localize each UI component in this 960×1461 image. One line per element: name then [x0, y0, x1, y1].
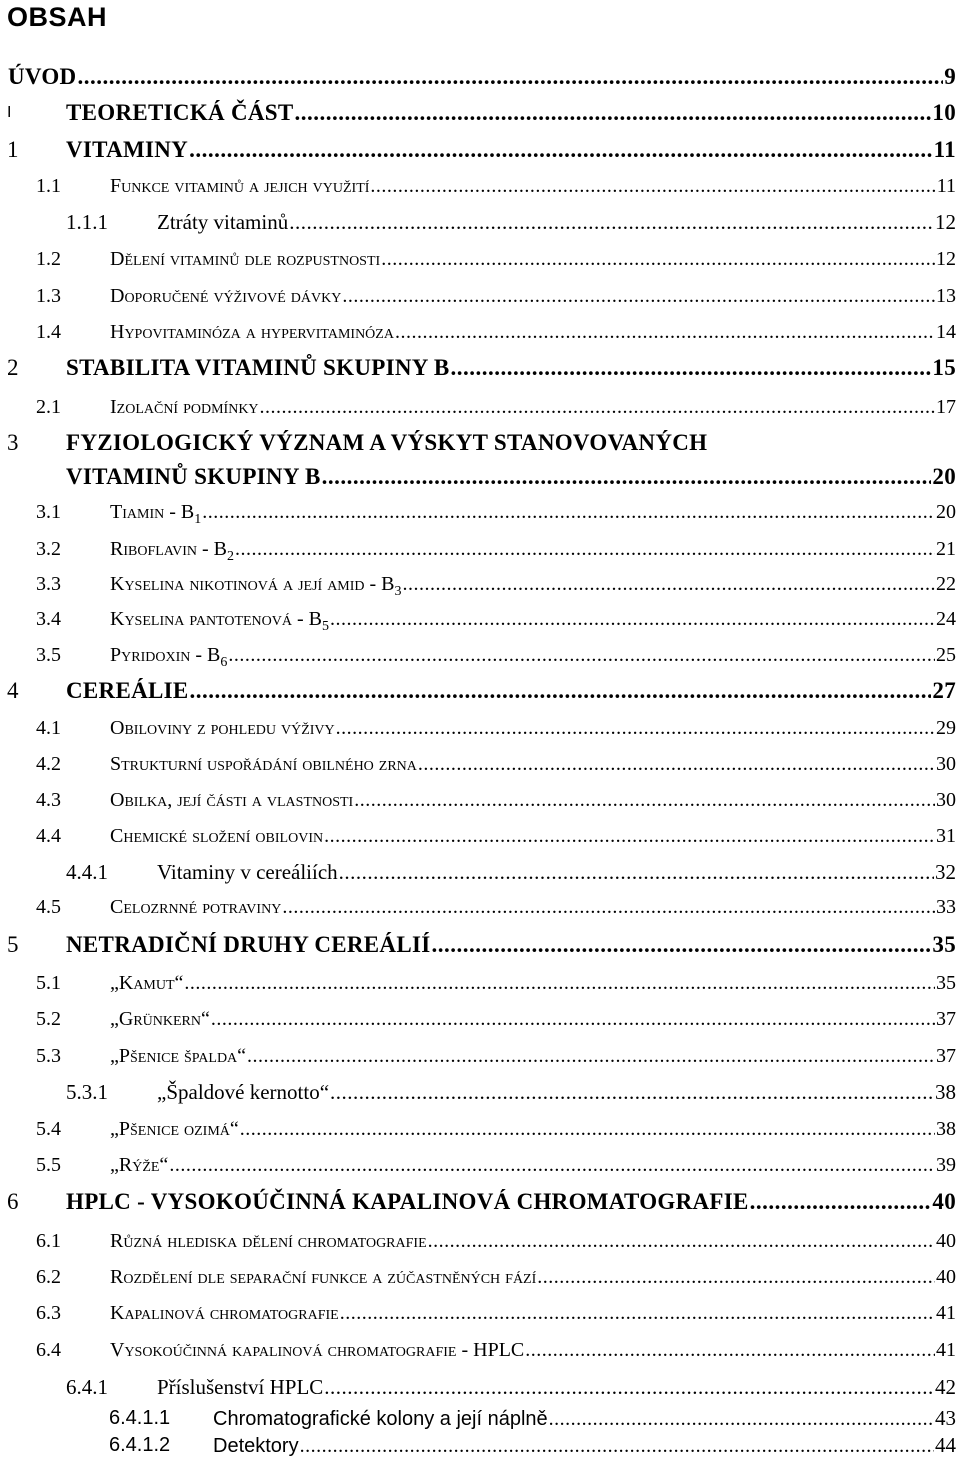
entry-number: 5.5 — [36, 1154, 61, 1176]
entry-title — [66, 353, 450, 383]
entry-title-text: Příslušenství HPLC — [157, 1375, 324, 1399]
page-number: 42 — [935, 1375, 956, 1399]
dot-leader — [525, 1336, 935, 1364]
entry-title — [8, 62, 76, 92]
page-number: 13 — [936, 285, 956, 307]
entry-number: 6 — [7, 1189, 19, 1214]
entry-title — [110, 535, 234, 571]
dot-leader — [381, 245, 935, 273]
toc-entry[interactable] — [0, 245, 956, 273]
entry-title-text: Hypovitaminóza a hypervitaminóza — [110, 321, 394, 343]
entry-title — [110, 750, 417, 778]
entry-number: 5.2 — [36, 1008, 61, 1030]
toc-entry[interactable] — [0, 676, 956, 706]
entry-number: 6.4.1 — [66, 1375, 108, 1399]
page-title: OBSAH — [7, 2, 108, 32]
entry-number: 6.3 — [36, 1302, 61, 1324]
entry-title — [66, 135, 188, 165]
dot-leader — [451, 353, 932, 383]
entry-number: 6.4 — [36, 1339, 61, 1361]
page-number: 40 — [936, 1266, 956, 1288]
toc-entry[interactable] — [0, 62, 956, 92]
toc-entry[interactable] — [0, 172, 956, 200]
toc-entry[interactable] — [0, 1336, 956, 1364]
toc-entry[interactable] — [0, 428, 956, 458]
entry-title-text: Chemické složení obilovin — [110, 825, 324, 847]
page-number: 41 — [936, 1302, 956, 1324]
dot-leader — [336, 714, 935, 742]
page-number: 44 — [935, 1433, 956, 1457]
entry-number: 2 — [7, 355, 19, 380]
toc-entry[interactable] — [0, 535, 956, 563]
entry-title — [157, 1373, 323, 1401]
dot-leader — [169, 1151, 935, 1179]
entry-title — [110, 570, 402, 606]
entry-title — [157, 1078, 329, 1106]
entry-title — [110, 393, 259, 421]
page-number: 40 — [932, 1189, 956, 1214]
dot-leader — [211, 1005, 935, 1033]
page-number: 22 — [936, 573, 956, 595]
dot-leader — [324, 822, 935, 850]
dot-leader — [549, 1405, 934, 1433]
entry-title — [213, 1432, 299, 1460]
entry-title-text: Kyselina nikotinová a její amid - B — [110, 573, 395, 595]
entry-title-text: „Grünkern“ — [110, 1008, 210, 1030]
entry-title-text: „Špaldové kernotto“ — [157, 1080, 330, 1104]
entry-number: 6.4.1.2 — [109, 1434, 171, 1456]
entry-title-text: Vitaminy v cereáliích — [157, 860, 338, 884]
entry-number: 1 — [7, 137, 19, 162]
page-number: 12 — [936, 248, 956, 270]
page-number: 9 — [944, 64, 956, 89]
entry-title — [110, 245, 380, 273]
dot-leader — [370, 172, 935, 200]
toc-entry[interactable] — [0, 498, 956, 526]
dot-leader — [190, 676, 932, 706]
entry-title-text: Kapalinová chromatografie — [110, 1302, 339, 1324]
entry-number: 6.2 — [36, 1266, 61, 1288]
entry-title-text: Tiamin - B — [110, 501, 195, 523]
entry-title — [110, 498, 201, 534]
page-number: 37 — [936, 1045, 956, 1067]
entry-number: 5.4 — [36, 1118, 61, 1140]
entry-title-text: Rozdělení dle separační funkce a zúčastněných fází — [110, 1266, 537, 1288]
dot-leader — [77, 62, 943, 92]
dot-leader — [202, 498, 935, 526]
page-number: 25 — [936, 644, 956, 666]
entry-title-text: HPLC - VYSOKOÚČINNÁ KAPALINOVÁ CHROMATOGRAFIE — [66, 1189, 749, 1214]
toc-entry[interactable] — [0, 1151, 956, 1179]
toc-entry[interactable] — [0, 893, 956, 921]
toc-entry[interactable] — [0, 714, 956, 742]
entry-title — [110, 822, 323, 850]
toc-entry[interactable] — [0, 786, 956, 814]
entry-title — [110, 318, 394, 346]
entry-title — [66, 930, 430, 960]
entry-title — [110, 786, 353, 814]
entry-title — [110, 714, 335, 742]
entry-number: 2.1 — [36, 396, 61, 418]
toc-entry[interactable] — [0, 1373, 956, 1401]
dot-leader — [300, 1432, 934, 1460]
dot-leader — [750, 1187, 932, 1217]
entry-number: 5.3.1 — [66, 1080, 108, 1104]
entry-number: 4.4 — [36, 825, 61, 847]
toc-entry[interactable] — [0, 393, 956, 421]
toc-entry[interactable] — [0, 318, 956, 346]
entry-title — [110, 172, 369, 200]
page-number: 30 — [936, 789, 956, 811]
dot-leader — [289, 208, 934, 236]
dot-leader — [247, 1042, 935, 1070]
entry-number: 5.1 — [36, 972, 61, 994]
toc-entry[interactable] — [0, 930, 956, 960]
entry-title-text: Chromatografické kolony a její náplně — [213, 1408, 548, 1430]
entry-title-text: Obilka, její části a vlastnosti — [110, 789, 354, 811]
toc-entry[interactable] — [0, 1299, 956, 1327]
page-number: 35 — [936, 972, 956, 994]
entry-title-text: ÚVOD — [8, 64, 77, 89]
entry-title — [157, 858, 338, 886]
toc-entry[interactable] — [0, 1042, 956, 1070]
page-number: 37 — [936, 1008, 956, 1030]
entry-title-text: Riboflavin - B — [110, 538, 227, 560]
toc-entry[interactable] — [0, 1115, 956, 1143]
entry-title — [110, 1263, 536, 1291]
entry-title — [110, 282, 341, 310]
dot-leader — [354, 786, 935, 814]
entry-number: 3.2 — [36, 538, 61, 560]
entry-subscript: 5 — [322, 619, 330, 634]
entry-number: 4.4.1 — [66, 860, 108, 884]
toc-entry[interactable] — [0, 1404, 956, 1432]
entry-title-text: NETRADIČNÍ DRUHY CEREÁLIÍ — [66, 932, 431, 957]
entry-number: 5 — [7, 932, 19, 957]
entry-title — [66, 98, 294, 128]
entry-number: 3.4 — [36, 608, 61, 630]
toc-entry[interactable] — [0, 1263, 956, 1291]
entry-title-text: Ztráty vitaminů — [157, 210, 289, 234]
entry-number: 6.1 — [36, 1230, 61, 1252]
entry-title — [66, 1187, 749, 1217]
entry-title-text: Izolační podmínky — [110, 396, 259, 418]
dot-leader — [189, 135, 933, 165]
entry-number: 1.1.1 — [66, 210, 108, 234]
page-number: 20 — [932, 464, 956, 489]
entry-title-text: „Rýže“ — [110, 1154, 169, 1176]
page-number: 10 — [932, 100, 956, 125]
entry-title-text: Obiloviny z pohledu výživy — [110, 717, 335, 739]
entry-title — [110, 1151, 168, 1179]
entry-number: 3.1 — [36, 501, 61, 523]
toc-entry[interactable] — [0, 641, 956, 669]
page-number: 30 — [936, 753, 956, 775]
entry-title-text: VITAMINY — [66, 137, 189, 162]
entry-number: 4.3 — [36, 789, 61, 811]
entry-title-text: „Pšenice špalda“ — [110, 1045, 247, 1067]
toc-entry[interactable] — [0, 1078, 956, 1106]
entry-title-continued: VITAMINŮ SKUPINY B — [66, 464, 321, 489]
entry-subscript: 1 — [194, 512, 202, 527]
entry-number: 3.5 — [36, 644, 61, 666]
entry-title — [157, 208, 288, 236]
entry-subscript: 6 — [220, 655, 228, 670]
page-number: 11 — [933, 137, 956, 162]
entry-number: 3.3 — [36, 573, 61, 595]
page-number: 29 — [936, 717, 956, 739]
toc-entry[interactable] — [0, 1187, 956, 1217]
entry-title-text: Funkce vitaminů a jejich využití — [110, 175, 370, 197]
dot-leader — [240, 1115, 935, 1143]
toc-entry[interactable] — [0, 750, 956, 778]
entry-title-text: Celozrnné potraviny — [110, 896, 282, 918]
entry-title-text: CEREÁLIE — [66, 678, 189, 703]
toc-entry[interactable] — [0, 822, 956, 850]
dot-leader — [339, 858, 934, 886]
toc-entry[interactable] — [0, 353, 956, 383]
dot-leader — [403, 570, 935, 598]
entry-title — [110, 1299, 339, 1327]
entry-title — [213, 1405, 548, 1433]
page-number: 21 — [936, 538, 956, 560]
dot-leader — [330, 605, 935, 633]
entry-number: 3 — [7, 430, 19, 455]
page-number: 35 — [932, 932, 956, 957]
entry-title-text: Pyridoxin - B — [110, 644, 221, 666]
entry-number: 4 — [7, 678, 19, 703]
page-number: 33 — [936, 896, 956, 918]
entry-title — [110, 641, 227, 677]
entry-number: 4.1 — [36, 717, 61, 739]
page-number: 12 — [935, 210, 956, 234]
page-number: 41 — [936, 1339, 956, 1361]
page-number: 38 — [935, 1080, 956, 1104]
entry-title — [110, 1336, 524, 1364]
dot-leader — [330, 1078, 934, 1106]
dot-leader — [340, 1299, 935, 1327]
entry-title-text: Doporučené výživové dávky — [110, 285, 342, 307]
dot-leader — [418, 750, 935, 778]
dot-leader — [282, 893, 935, 921]
page-number: 20 — [936, 501, 956, 523]
toc-entry[interactable] — [0, 1431, 956, 1459]
entry-title-text: TEORETICKÁ ČÁST — [66, 100, 294, 125]
page-number: 14 — [936, 321, 956, 343]
entry-title-text: „Kamut“ — [110, 972, 184, 994]
entry-title-text: STABILITA VITAMINŮ SKUPINY B — [66, 355, 450, 380]
entry-number: 4.2 — [36, 753, 61, 775]
entry-number: 5.3 — [36, 1045, 61, 1067]
dot-leader — [235, 535, 935, 563]
entry-title — [110, 1115, 239, 1143]
toc-entry[interactable] — [0, 208, 956, 236]
entry-title — [110, 605, 329, 641]
entry-title-text: FYZIOLOGICKÝ VÝZNAM A VÝSKYT STANOVOVANÝCH — [66, 430, 708, 455]
entry-title — [110, 893, 281, 921]
toc-entry[interactable] — [0, 98, 956, 128]
dot-leader — [537, 1263, 935, 1291]
dot-leader — [260, 393, 935, 421]
dot-leader — [342, 282, 935, 310]
dot-leader — [295, 98, 932, 128]
page-number: 27 — [932, 678, 956, 703]
entry-title — [110, 969, 183, 997]
toc-entry[interactable] — [0, 858, 956, 886]
toc-entry[interactable] — [0, 282, 956, 310]
page-number: 39 — [936, 1154, 956, 1176]
dot-leader — [228, 641, 935, 669]
page-number: 38 — [936, 1118, 956, 1140]
page-number: 17 — [936, 396, 956, 418]
page-number: 40 — [936, 1230, 956, 1252]
entry-title-text: Dělení vitaminů dle rozpustnosti — [110, 248, 381, 270]
entry-title-text: „Pšenice ozimá“ — [110, 1118, 239, 1140]
page-number: 11 — [936, 175, 956, 197]
dot-leader — [431, 930, 931, 960]
page-number: 32 — [935, 860, 956, 884]
dot-leader — [428, 1227, 935, 1255]
toc-entry[interactable] — [0, 570, 956, 598]
entry-number: 1.3 — [36, 285, 61, 307]
entry-title — [110, 1005, 210, 1033]
entry-title — [110, 1042, 246, 1070]
entry-title-text: Strukturní uspořádání obilného zrna — [110, 753, 417, 775]
toc-entry[interactable] — [0, 1005, 956, 1033]
toc-entry[interactable] — [0, 135, 956, 165]
toc-entry[interactable] — [0, 1227, 956, 1255]
entry-title-text: Vysokoúčinná kapalinová chromatografie - HPLC — [110, 1339, 525, 1361]
entry-subscript: 3 — [394, 584, 402, 599]
entry-number: 1.4 — [36, 321, 61, 343]
entry-title — [110, 1227, 427, 1255]
entry-number: 6.4.1.1 — [109, 1407, 171, 1429]
entry-number: 4.5 — [36, 896, 61, 918]
entry-title-text: Detektory — [213, 1435, 299, 1457]
entry-number: I — [7, 104, 12, 121]
page-number: 15 — [932, 355, 956, 380]
dot-leader — [184, 969, 935, 997]
entry-subscript: 2 — [226, 549, 234, 564]
dot-leader — [324, 1373, 934, 1401]
entry-title-text: Různá hlediska dělení chromatografie — [110, 1230, 427, 1252]
toc-entry[interactable] — [0, 969, 956, 997]
dot-leader — [322, 462, 932, 492]
entry-title — [66, 428, 707, 458]
dot-leader — [395, 318, 935, 346]
page-number: 43 — [935, 1406, 956, 1430]
page-number: 24 — [936, 608, 956, 630]
entry-number: 1.2 — [36, 248, 61, 270]
entry-number: 1.1 — [36, 175, 61, 197]
entry-title — [66, 676, 189, 706]
toc-entry-continuation[interactable] — [0, 462, 956, 492]
page-number: 31 — [936, 825, 956, 847]
toc-entry[interactable] — [0, 605, 956, 633]
entry-title-text: Kyselina pantotenová - B — [110, 608, 323, 630]
